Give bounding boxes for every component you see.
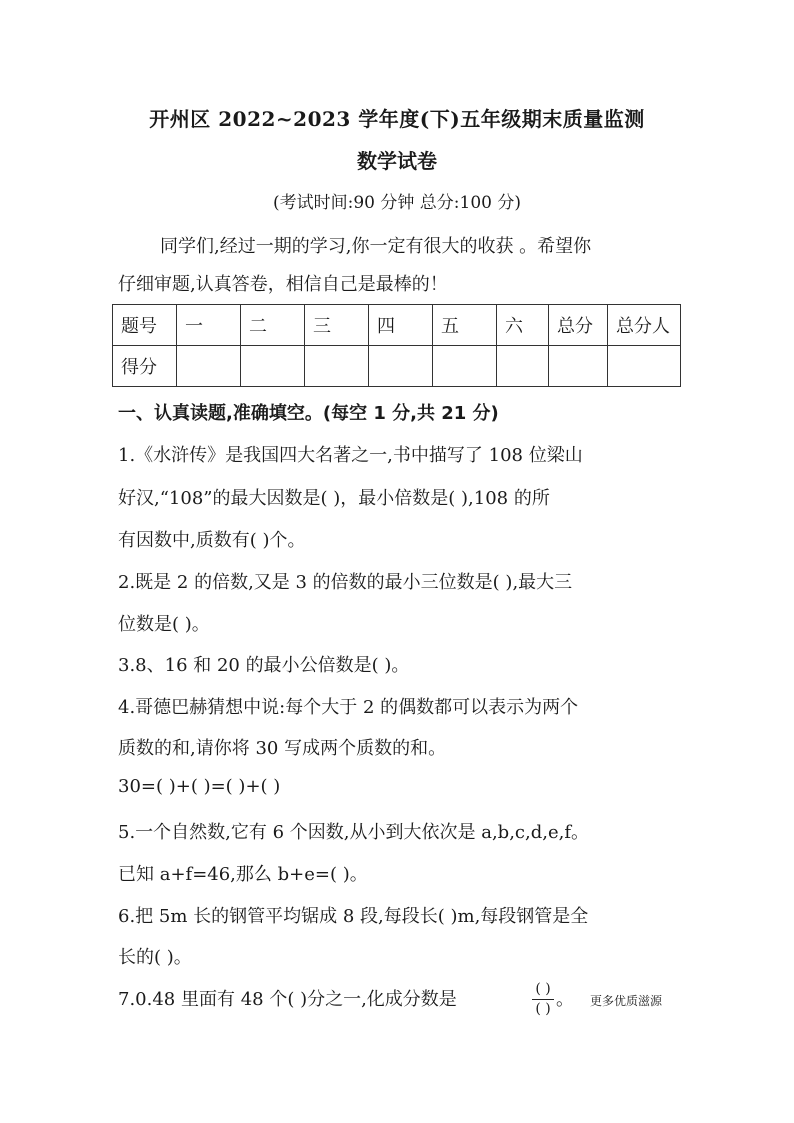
score-table-score-row bbox=[113, 346, 681, 387]
score-input-cell[interactable] bbox=[241, 346, 305, 387]
score-input-cell[interactable] bbox=[305, 346, 369, 387]
question-line: 质数的和,请你将 30 写成两个质数的和。 bbox=[118, 738, 447, 759]
score-table-cell: 四 bbox=[369, 305, 433, 346]
score-input-cell[interactable] bbox=[177, 346, 241, 387]
question-line: 30=( )+( )=( )+( ) bbox=[118, 776, 281, 797]
question-line: 5.一个自然数,它有 6 个因数,从小到大依次是 a,b,c,d,e,f。 bbox=[118, 822, 590, 843]
question-line: 6.把 5m 长的钢管平均锯成 8 段,每段长( )m,每段钢管是全 bbox=[118, 906, 589, 927]
score-input-cell[interactable] bbox=[369, 346, 433, 387]
question-line: 4.哥德巴赫猜想中说:每个大于 2 的偶数都可以表示为两个 bbox=[118, 697, 579, 718]
fraction-denominator: ( ) bbox=[535, 1001, 551, 1017]
question-line: 已知 a+f=46,那么 b+e=( )。 bbox=[118, 864, 368, 885]
question-line: 7.0.48 里面有 48 个( )分之一,化成分数是 bbox=[118, 989, 457, 1010]
score-table-cell: 五 bbox=[433, 305, 497, 346]
exam-info: (考试时间:90 分钟 总分:100 分) bbox=[272, 193, 521, 213]
question-line: 有因数中,质数有( )个。 bbox=[118, 530, 306, 551]
score-table-cell: 题号 bbox=[113, 305, 177, 346]
question-end-mark: 。 bbox=[556, 989, 574, 1010]
exam-subtitle: 数学试卷 bbox=[357, 149, 437, 173]
score-table-cell: 三 bbox=[305, 305, 369, 346]
score-input-cell[interactable] bbox=[549, 346, 608, 387]
question-line: 1.《水浒传》是我国四大名著之一,书中描写了 108 位梁山 bbox=[118, 445, 583, 466]
score-table bbox=[112, 304, 681, 387]
score-table-cell: 总分 bbox=[549, 305, 608, 346]
intro-line-1: 同学们,经过一期的学习,你一定有很大的收获 。希望你 bbox=[160, 236, 592, 257]
question-line: 3.8、16 和 20 的最小公倍数是( )。 bbox=[118, 655, 410, 676]
question-line: 长的( )。 bbox=[118, 947, 192, 968]
score-table-cell: 二 bbox=[241, 305, 305, 346]
intro-line-2: 仔细审题,认真答卷，相信自己是最棒的！ bbox=[118, 274, 448, 295]
section-heading: 一、认真读题,准确填空。(每空 1 分,共 21 分) bbox=[118, 403, 499, 424]
question-line: 2.既是 2 的倍数,又是 3 的倍数的最小三位数是( ),最大三 bbox=[118, 572, 573, 593]
question-line: 好汉,“108”的最大因数是( )，最小倍数是( ),108 的所 bbox=[118, 488, 550, 509]
fraction-blank bbox=[532, 981, 554, 1018]
fraction-bar bbox=[532, 999, 554, 1000]
exam-title: 开州区 2022~2023 学年度(下)五年级期末质量监测 bbox=[149, 107, 645, 131]
score-input-cell[interactable] bbox=[497, 346, 549, 387]
score-table-cell: 六 bbox=[497, 305, 549, 346]
more-resources-watermark: 更多优质滋源 bbox=[590, 994, 663, 1008]
question-line: 位数是( )。 bbox=[118, 614, 210, 635]
score-input-cell[interactable] bbox=[433, 346, 497, 387]
fraction-numerator: ( ) bbox=[535, 981, 551, 997]
score-table-header-row bbox=[113, 305, 681, 346]
score-table-cell: 总分人 bbox=[608, 305, 681, 346]
score-input-cell[interactable] bbox=[608, 346, 681, 387]
score-row-label: 得分 bbox=[113, 346, 177, 387]
score-table-cell: 一 bbox=[177, 305, 241, 346]
